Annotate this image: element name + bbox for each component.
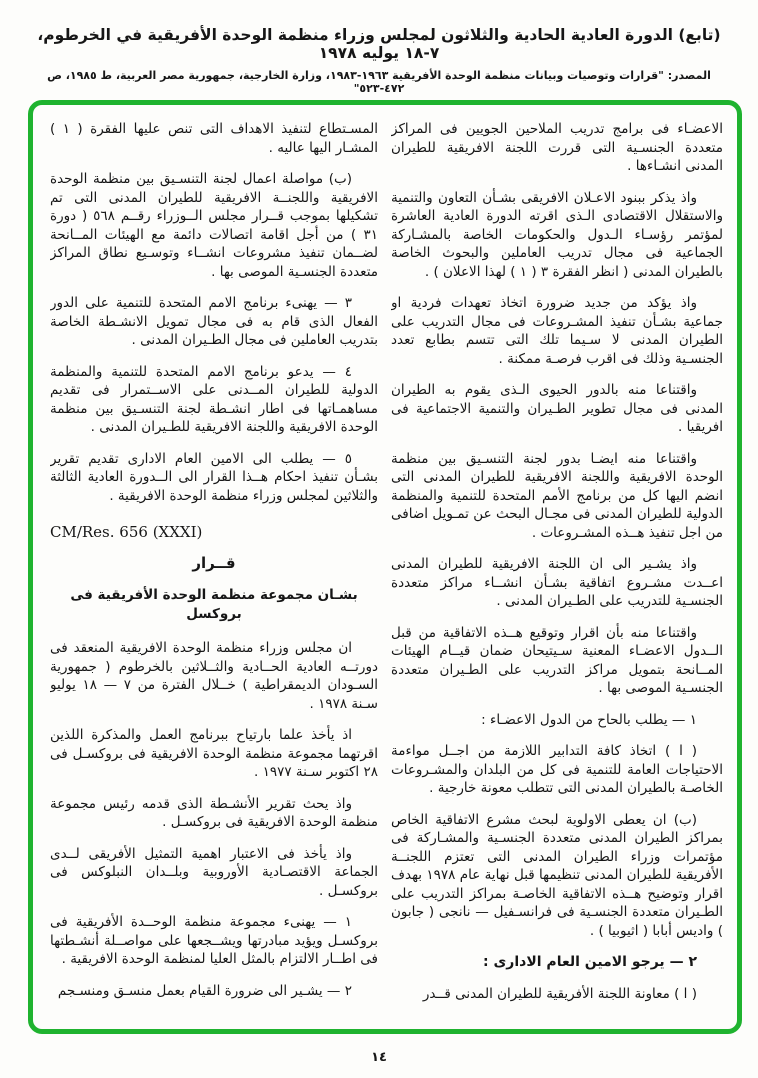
right-column <box>391 120 723 1018</box>
clause-3-congratulates-undp: ٣ — يهنىء برنامج الامم المتحدة للتنمية على الدور الفعال الذى قام به فى مجال تمويل الانشـطة الخاصة بتدريب العاملين فى مجال الطـيران المدنى . <box>50 295 378 348</box>
clause-4-invites-undp-icao: ٤ — يدعو برنامج الامم المتحدة للتنمية والمنظمة الدولية للطيران المــدنى على الاســتمرار فى تقديم مساهمـاتها فى اطار انشـطة لجنة التنسـيق بين منظمة الوحدة الافريقية واللجنة الافريقية للطـيران المدنى . <box>50 363 378 435</box>
clause-5-report-request: ٥ — يطلب الى الامين العام الادارى تقديم تقرير بشـأن تنفيذ احكام هــذا القرار الى الــدورة العادية الثالثة والثلاثين لمجلس وزراء منظمة الوحدة الافريقية . <box>50 450 378 504</box>
page-number: ١٤ <box>371 1050 387 1065</box>
paragraph-vital-role: واقتناعا منه بالدور الحيوى الـذى يقوم به الطيران المدنى فى مجال تطوير الطـيران والتنمية الاجتماعية فى افريقيا . <box>391 382 723 435</box>
clause-2a-assist-commission: ( ا ) معاونة اللجنة الأفريقية للطيران المدنى قــدر <box>422 985 697 1002</box>
header-session-title: (تابع) الدورة العادية الحادية والثلاثون لمجلس وزراء منظمة الوحدة الأفريقية في الخرطوم، ٧-١٨ يوليه ١٩٧٨ <box>37 26 721 62</box>
clause-1a-measures: ( ا ) اتخاذ كافة التدابير اللازمة من اجــل مواءمة الاحتياجات العامة للتنمية فى كل من البلدان والمشـروعات الخاصـة بالطيران المدنى التى تتطلب معونة خارجية . <box>391 743 723 796</box>
clause-1-congratulates-brussels-group: ١ — يهنىء مجموعة منظمة الوحــدة الأفريقية فى بروكسـل ويؤيد مبادرتها ويشــجعها على مواصــلة أنشـطتها فى اطــار الالتزام بالمثل العليا لمنظمة الوحدة الافريقية . <box>50 914 378 967</box>
paragraph-eec-representation: واذ يأخذ فى الاعتبار اهمية التمثيل الأفريقى لــدى الجماعة الاقتصـادية الأوروبية وبلــدان النبلوكس فى بروكسـل . <box>50 845 378 899</box>
resolution-heading: قــرار <box>192 553 236 572</box>
paragraph-draft-agreement: واذ يشـير الى ان اللجنة الافريقية للطيران المدنى اعــدت مشـروع اتفاقية بشـأن انشــاء مراكز متعددة الجنسـية للتدريب على الطـيران المدنى . <box>391 556 723 609</box>
paragraph-reaffirm-commitments: واذ يؤكد من جديد ضرورة اتخاذ تعهدات فردية او جماعية بشـأن تنفيذ المشـروعات فى مجال التدريب على الطيران المدنى لا سـيما تلك التى تتسم بطابع تعدد الجنسـية وذلك فى اقرب فرصـة ممكنة . <box>391 295 723 367</box>
green-border-frame <box>28 100 742 1034</box>
paragraph-objectives-continuation: المسـتطاع لتنفيذ الاهداف التى تنص عليها الفقرة ( ١ ) المشـار اليها عاليه . <box>50 121 378 156</box>
paragraph-african-declaration: واذ يذكر ببنود الاعـلان الافريقى بشـأن التعاون والتنمية والاستقلال الاقتصادى الـذى اقرته الدورة العادية العاشرة لمؤتمر رؤسـاء الـدول والحكومات الخاصة بالمشـاركة الجماعية فى مجال تدريب العاملين والبحوث الخاصة بالطيران المدنى ( انظر الفقرة ٣ ( ١ ) لهذا الاعلان ) . <box>391 189 723 280</box>
paragraph-members-training: الاعضـاء فى برامج تدريب الملاحين الجويين فى المراكز متعددة الجنسـية التى قررت اللجنة الافريقية للطيران المدنى انشـاءها . <box>391 121 723 174</box>
paragraph-work-programme: اذ يأخذ علما بارتياح ببرنامج العمل والمذكرة اللذين اقرتهما مجموعة منظمة الوحدة الافريقية فى بروكسـل فى ٢٨ اكتوبر سـنة ١٩٧٧ . <box>50 727 378 780</box>
left-column <box>50 120 378 1018</box>
resolution-subject: بشـان مجموعة منظمة الوحدة الأفريقية فى بروكسل <box>70 587 358 622</box>
clause-1b-priority: (ب) ان يعطى الاولوية لبحث مشرع الاتفاقية الخاص بمراكز الطيران المدنى متعددة الجنسـية والمشـاركة فى مؤتمرات وزراء الطيران المدنى التى تعتزم اللجنــة الأفريقية للطيران المدنى تنظيمها قبل نهاية عام ١٩٧٨ بهدف اقرار وتوضيح هــذه الاتفاقية الخاصـة بمراكز التدريب على الطـيران متعددة الجنسـية فى فرانسـفيل — نانجى ( جابون ) واديس أبابا ( اثيوبيا ) . <box>391 811 723 939</box>
document-header <box>20 26 738 95</box>
clause-2-requests-secretary: ٢ — يرجو الامين العام الادارى : <box>482 954 697 970</box>
paragraph-activities-report: واذ يحث تقرير الأنشـطة الذى قدمه رئيس مجموعة منظمة الوحدة الافريقية فى بروكسـل . <box>50 795 378 830</box>
paragraph-council-session: ان مجلس وزراء منظمة الوحدة الافريقية المنعقد فى دورتــه العادية الحــادية والثــلاثين بالخرطوم ( جمهورية السـودان الديمقراطية ) خــلال الفترة من ٧ — ١٨ يوليو سـنة ١٩٧٨ . <box>50 640 378 712</box>
clause-2-coordinated-action: ٢ — يشـير الى ضرورة القيام بعمل منسـق ومنسـجم <box>57 982 352 999</box>
clause-1-urges-states: ١ — يطلب بالحاح من الدول الاعضـاء : <box>481 711 697 728</box>
header-source-line: المصدر: "قرارات وتوصيات وبيانات منظمة الوحدة الأفريقية ١٩٦٣-١٩٨٣، وزارة الخارجية، جمهورية مصر العربية، ط ١٩٨٥، ص ٤٧٢-٥٢٣" <box>47 69 711 95</box>
paragraph-convinced-signing: واقتناعا منه بأن اقرار وتوقيع هــذه الاتفاقية من قبل الــدول الاعضـاء المعنية سـيتيحان ضمان قيــام الهيئات المــانحة بتمويل مراكز التدريب على الطـيران متعددة الجنسـية الموصى بها . <box>391 624 723 696</box>
paragraph-coordination-committee: واقتناعا منه ايضـا بدور لجنة التنسـيق بين منظمة الوحدة الافريقية واللجنة الافريقية للطيران المدنى التى انضم اليها كل من برنامج الأمم المتحدة للتنمية والمنظمة الدولية للطيران المدنى فى مجـال البحث عن تمـويل اضافى من اجل تنفيذ هــذه المشـروعات . <box>391 450 723 541</box>
resolution-reference: CM/Res. 656 (XXXI) <box>50 523 203 541</box>
clause-b-continue-committee-work: (ب) مواصلة اعمال لجنة التنسـيق بين منظمة الوحدة الافريقية واللجنــة الافريقية للطيران المدنى التى تم تشكيلها بموجب قــرار مجلس الــوزراء رقــم ٥٦٨ ( دورة ٣١ ) من أجل اقامة اتصالات دائمة مع الهيئات المــانحة لضــمان تنفيذ مشروعات انشــاء وتوسـيع نطاق المراكز متعددة الجنسـية الموصى بها . <box>50 171 378 280</box>
